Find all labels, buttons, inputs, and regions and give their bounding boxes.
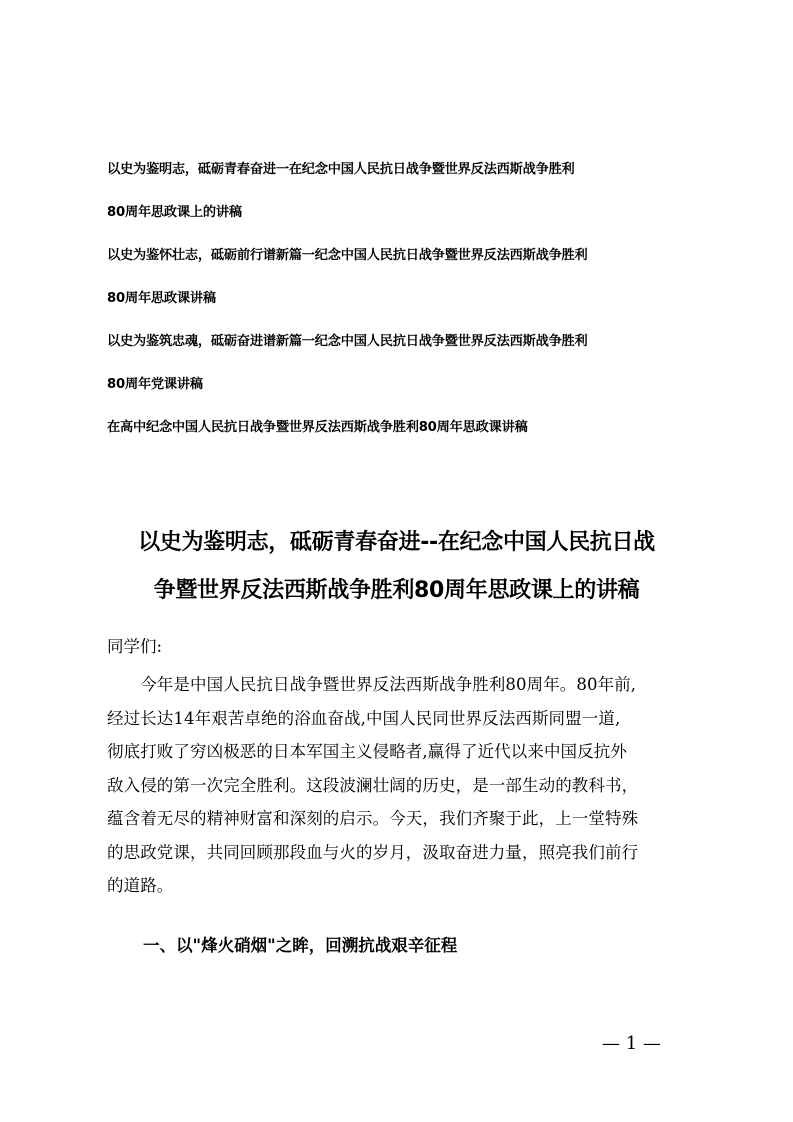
table-of-contents <box>107 158 707 459</box>
paragraph-line: 彻底打败了穷凶极恶的日本军国主义侵略者,赢得了近代以来中国反抗外 <box>107 742 627 761</box>
toc-entry-line: 80周年思政课讲稿 <box>107 291 216 306</box>
paragraph-line: 蕴含着无尽的精神财富和深刻的启示。今天，我们齐聚于此，上一堂特殊 <box>107 809 639 828</box>
paragraph-line: 敌入侵的第一次完全胜利。这段波澜壮阔的历史，是一部生动的教科书， <box>107 775 639 795</box>
paragraph-line: 的思政党课，共同回顾那段血与火的岁月，汲取奋进力量，照亮我们前行 <box>107 842 639 862</box>
paragraph-line: 的道路。 <box>107 876 174 895</box>
toc-entry-line: 以史为鉴怀壮志，砥砺前行谱新篇一纪念中国人民抗日战争暨世界反法西斯战争胜利 <box>107 248 588 263</box>
paragraph-line: 今年是中国人民抗日战争暨世界反法西斯战争胜利80周年。80年前, <box>107 675 637 694</box>
greeting: 同学们: <box>107 637 163 656</box>
toc-entry[interactable] <box>107 244 707 330</box>
title-line: 以史为鉴明志，砥砺青春奋进--在纪念中国人民抗日战 <box>138 529 655 555</box>
page-number: — 1 — <box>602 1033 661 1054</box>
toc-entry-line: 80周年党课讲稿 <box>107 377 203 392</box>
toc-entry-line: 以史为鉴筑忠魂，砥砺奋进谱新篇一纪念中国人民抗日战争暨世界反法西斯战争胜利 <box>107 334 588 349</box>
paragraph-line: 经过长达14年艰苦卓绝的浴血奋战,中国人民同世界反法西斯同盟一道, <box>107 708 621 728</box>
toc-entry[interactable] <box>107 158 707 244</box>
toc-entry-line: 在高中纪念中国人民抗日战争暨世界反法西斯战争胜利80周年思政课讲稿 <box>107 420 528 435</box>
intro-paragraph <box>107 670 691 905</box>
section-heading: 一、以"烽火硝烟"之眸，回溯抗战艰辛征程 <box>143 936 458 955</box>
toc-entry[interactable] <box>107 416 707 459</box>
toc-entry-line: 80周年思政课上的讲稿 <box>107 205 242 220</box>
toc-entry[interactable] <box>107 330 707 416</box>
title-line: 争暨世界反法西斯战争胜利80周年思政课上的讲稿 <box>153 577 640 603</box>
document-body <box>107 632 691 905</box>
document-title <box>40 525 753 621</box>
toc-entry-line: 以史为鉴明志，砥砺青春奋进一在纪念中国人民抗日战争暨世界反法西斯战争胜利 <box>107 162 575 177</box>
